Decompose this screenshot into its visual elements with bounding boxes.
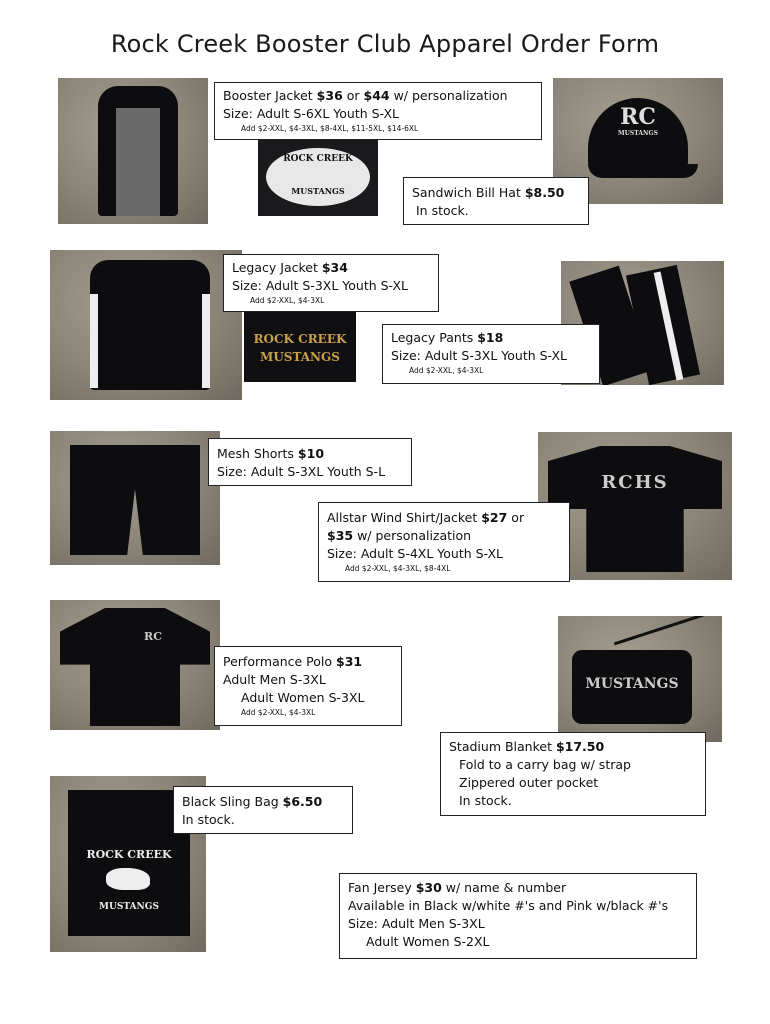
fan-jersey-box: Fan Jersey $30 w/ name & number Available in Black w/white #'s and Pink w/black #'s Size: Adult Men S-3XL Adult Women S-2XL xyxy=(339,873,697,959)
blanket-photo xyxy=(558,616,722,742)
embroidery-line-1: ROCK CREEK xyxy=(253,332,347,346)
wind-shirt-logo: RCHS xyxy=(601,472,669,493)
polo-photo xyxy=(50,600,220,730)
bag-logo-2: MUSTANGS xyxy=(99,902,159,912)
hat-box: Sandwich Bill Hat $8.50 In stock. xyxy=(403,177,589,225)
page-title: Rock Creek Booster Club Apparel Order Form xyxy=(110,30,660,58)
booster-patch-photo xyxy=(258,140,378,216)
sling-bag-box: Black Sling Bag $6.50 In stock. xyxy=(173,786,353,834)
polo-box: Performance Polo $31 Adult Men S-3XL Adult Women S-3XL Add $2-XXL, $4-3XL xyxy=(214,646,402,726)
polo-logo: RC xyxy=(144,630,162,643)
hat-logo: RC xyxy=(620,104,656,130)
booster-jacket-box: Booster Jacket $36 or $44 w/ personalization Size: Adult S-6XL Youth S-XL Add $2-XXL, $4-3XL, $8-4XL, $11-5XL, $14-6XL xyxy=(214,82,542,140)
legacy-pants-box: Legacy Pants $18 Size: Adult S-3XL Youth S-XL Add $2-XXL, $4-3XL xyxy=(382,324,600,384)
mesh-shorts-box: Mesh Shorts $10 Size: Adult S-3XL Youth S-L xyxy=(208,438,412,486)
patch-top-text: ROCK CREEK xyxy=(283,154,353,164)
legacy-embroidery-photo xyxy=(244,312,356,382)
patch-bottom-text: MUSTANGS xyxy=(291,186,345,196)
hat-sub: MUSTANGS xyxy=(618,130,658,137)
wind-shirt-box: Allstar Wind Shirt/Jacket $27 or $35 w/ personalization Size: Adult S-4XL Youth S-XL Add $2-XXL, $4-3XL, $8-4XL xyxy=(318,502,570,582)
blanket-logo: MUSTANGS xyxy=(585,676,679,692)
embroidery-line-2: MUSTANGS xyxy=(260,350,340,364)
mesh-shorts-photo xyxy=(50,431,220,565)
bag-logo-1: ROCK CREEK xyxy=(86,848,172,861)
legacy-jacket-box: Legacy Jacket $34 Size: Adult S-3XL Youth S-XL Add $2-XXL, $4-3XL xyxy=(223,254,439,312)
legacy-jacket-photo xyxy=(50,250,242,400)
blanket-box: Stadium Blanket $17.50 Fold to a carry bag w/ strap Zippered outer pocket In stock. xyxy=(440,732,706,816)
booster-jacket-photo xyxy=(58,78,208,224)
